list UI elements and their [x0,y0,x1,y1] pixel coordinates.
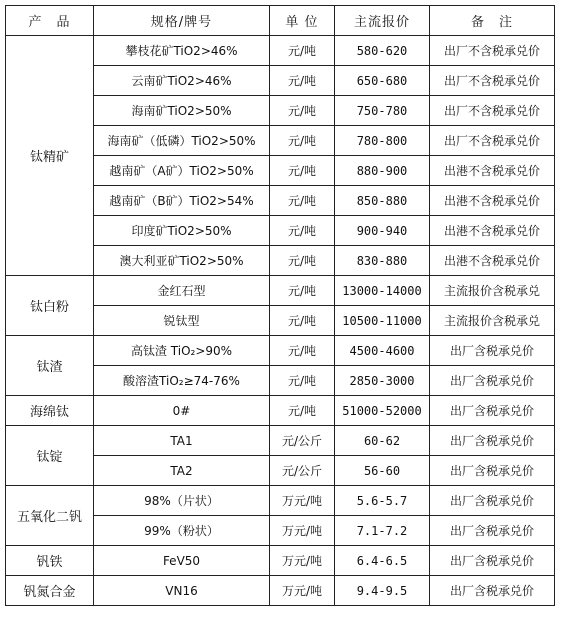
header-row [6,6,555,36]
table-body [6,36,555,606]
remark-cell: 出厂含税承兑价 [430,366,555,396]
spec-cell: 金红石型 [94,276,270,306]
price-cell: 7.1-7.2 [335,516,430,546]
spec-cell: 99%（粉状） [94,516,270,546]
table-row [6,486,555,516]
product-name-cell: 钛白粉 [6,276,94,336]
unit-cell: 元/公斤 [270,456,335,486]
price-cell: 4500-4600 [335,336,430,366]
remark-cell: 出厂含税承兑价 [430,546,555,576]
remark-cell: 出港不含税承兑价 [430,156,555,186]
header-unit: 单 位 [270,6,335,36]
unit-cell: 元/吨 [270,276,335,306]
unit-cell: 元/吨 [270,366,335,396]
price-cell: 780-800 [335,126,430,156]
price-cell: 880-900 [335,156,430,186]
header-product: 产 品 [6,6,94,36]
spec-cell: 越南矿（B矿）TiO2>54% [94,186,270,216]
unit-cell: 元/吨 [270,96,335,126]
header-remark: 备 注 [430,6,555,36]
table-row [6,546,555,576]
price-cell: 900-940 [335,216,430,246]
table-row [6,276,555,306]
unit-cell: 元/吨 [270,66,335,96]
unit-cell: 元/吨 [270,306,335,336]
unit-cell: 万元/吨 [270,516,335,546]
spec-cell: 攀枝花矿TiO2>46% [94,36,270,66]
remark-cell: 出厂含税承兑价 [430,516,555,546]
spec-cell: 越南矿（A矿）TiO2>50% [94,156,270,186]
remark-cell: 出港不含税承兑价 [430,186,555,216]
product-name-cell: 五氧化二钒 [6,486,94,546]
spec-cell: 海南矿（低磷）TiO2>50% [94,126,270,156]
price-cell: 650-680 [335,66,430,96]
product-name-cell: 海绵钛 [6,396,94,426]
price-cell: 13000-14000 [335,276,430,306]
unit-cell: 万元/吨 [270,576,335,606]
price-table [5,5,555,606]
price-cell: 850-880 [335,186,430,216]
remark-cell: 出港不含税承兑价 [430,216,555,246]
unit-cell: 元/吨 [270,336,335,366]
unit-cell: 元/吨 [270,156,335,186]
table-row [6,36,555,66]
header-spec: 规格/牌号 [94,6,270,36]
spec-cell: 98%（片状） [94,486,270,516]
spec-cell: 印度矿TiO2>50% [94,216,270,246]
spec-cell: 海南矿TiO2>50% [94,96,270,126]
remark-cell: 出厂不含税承兑价 [430,96,555,126]
table-row [6,576,555,606]
unit-cell: 元/吨 [270,126,335,156]
product-name-cell: 钛渣 [6,336,94,396]
remark-cell: 出厂不含税承兑价 [430,36,555,66]
table-row [6,426,555,456]
price-cell: 5.6-5.7 [335,486,430,516]
price-cell: 60-62 [335,426,430,456]
spec-cell: 锐钛型 [94,306,270,336]
remark-cell: 主流报价含税承兑 [430,276,555,306]
spec-cell: 澳大利亚矿TiO2>50% [94,246,270,276]
spec-cell: 云南矿TiO2>46% [94,66,270,96]
unit-cell: 万元/吨 [270,486,335,516]
product-name-cell: 钛精矿 [6,36,94,276]
product-name-cell: 钛锭 [6,426,94,486]
product-name-cell: 钒氮合金 [6,576,94,606]
header-price: 主流报价 [335,6,430,36]
remark-cell: 出厂不含税承兑价 [430,126,555,156]
price-cell: 10500-11000 [335,306,430,336]
spec-cell: 0# [94,396,270,426]
remark-cell: 出厂含税承兑价 [430,336,555,366]
price-cell: 9.4-9.5 [335,576,430,606]
spec-cell: 高钛渣 TiO₂>90% [94,336,270,366]
unit-cell: 元/吨 [270,396,335,426]
spec-cell: FeV50 [94,546,270,576]
remark-cell: 出厂含税承兑价 [430,426,555,456]
remark-cell: 主流报价含税承兑 [430,306,555,336]
remark-cell: 出厂不含税承兑价 [430,66,555,96]
spec-cell: TA2 [94,456,270,486]
price-cell: 750-780 [335,96,430,126]
price-cell: 56-60 [335,456,430,486]
price-cell: 580-620 [335,36,430,66]
price-cell: 2850-3000 [335,366,430,396]
remark-cell: 出厂含税承兑价 [430,456,555,486]
table-row [6,396,555,426]
spec-cell: TA1 [94,426,270,456]
unit-cell: 元/吨 [270,216,335,246]
spec-cell: 酸溶渣TiO₂≥74-76% [94,366,270,396]
remark-cell: 出厂含税承兑价 [430,396,555,426]
price-cell: 830-880 [335,246,430,276]
unit-cell: 元/吨 [270,36,335,66]
table-row [6,336,555,366]
spec-cell: VN16 [94,576,270,606]
unit-cell: 元/吨 [270,186,335,216]
unit-cell: 元/吨 [270,246,335,276]
remark-cell: 出厂含税承兑价 [430,576,555,606]
price-cell: 6.4-6.5 [335,546,430,576]
unit-cell: 万元/吨 [270,546,335,576]
price-cell: 51000-52000 [335,396,430,426]
product-name-cell: 钒铁 [6,546,94,576]
unit-cell: 元/公斤 [270,426,335,456]
remark-cell: 出厂含税承兑价 [430,486,555,516]
remark-cell: 出港不含税承兑价 [430,246,555,276]
